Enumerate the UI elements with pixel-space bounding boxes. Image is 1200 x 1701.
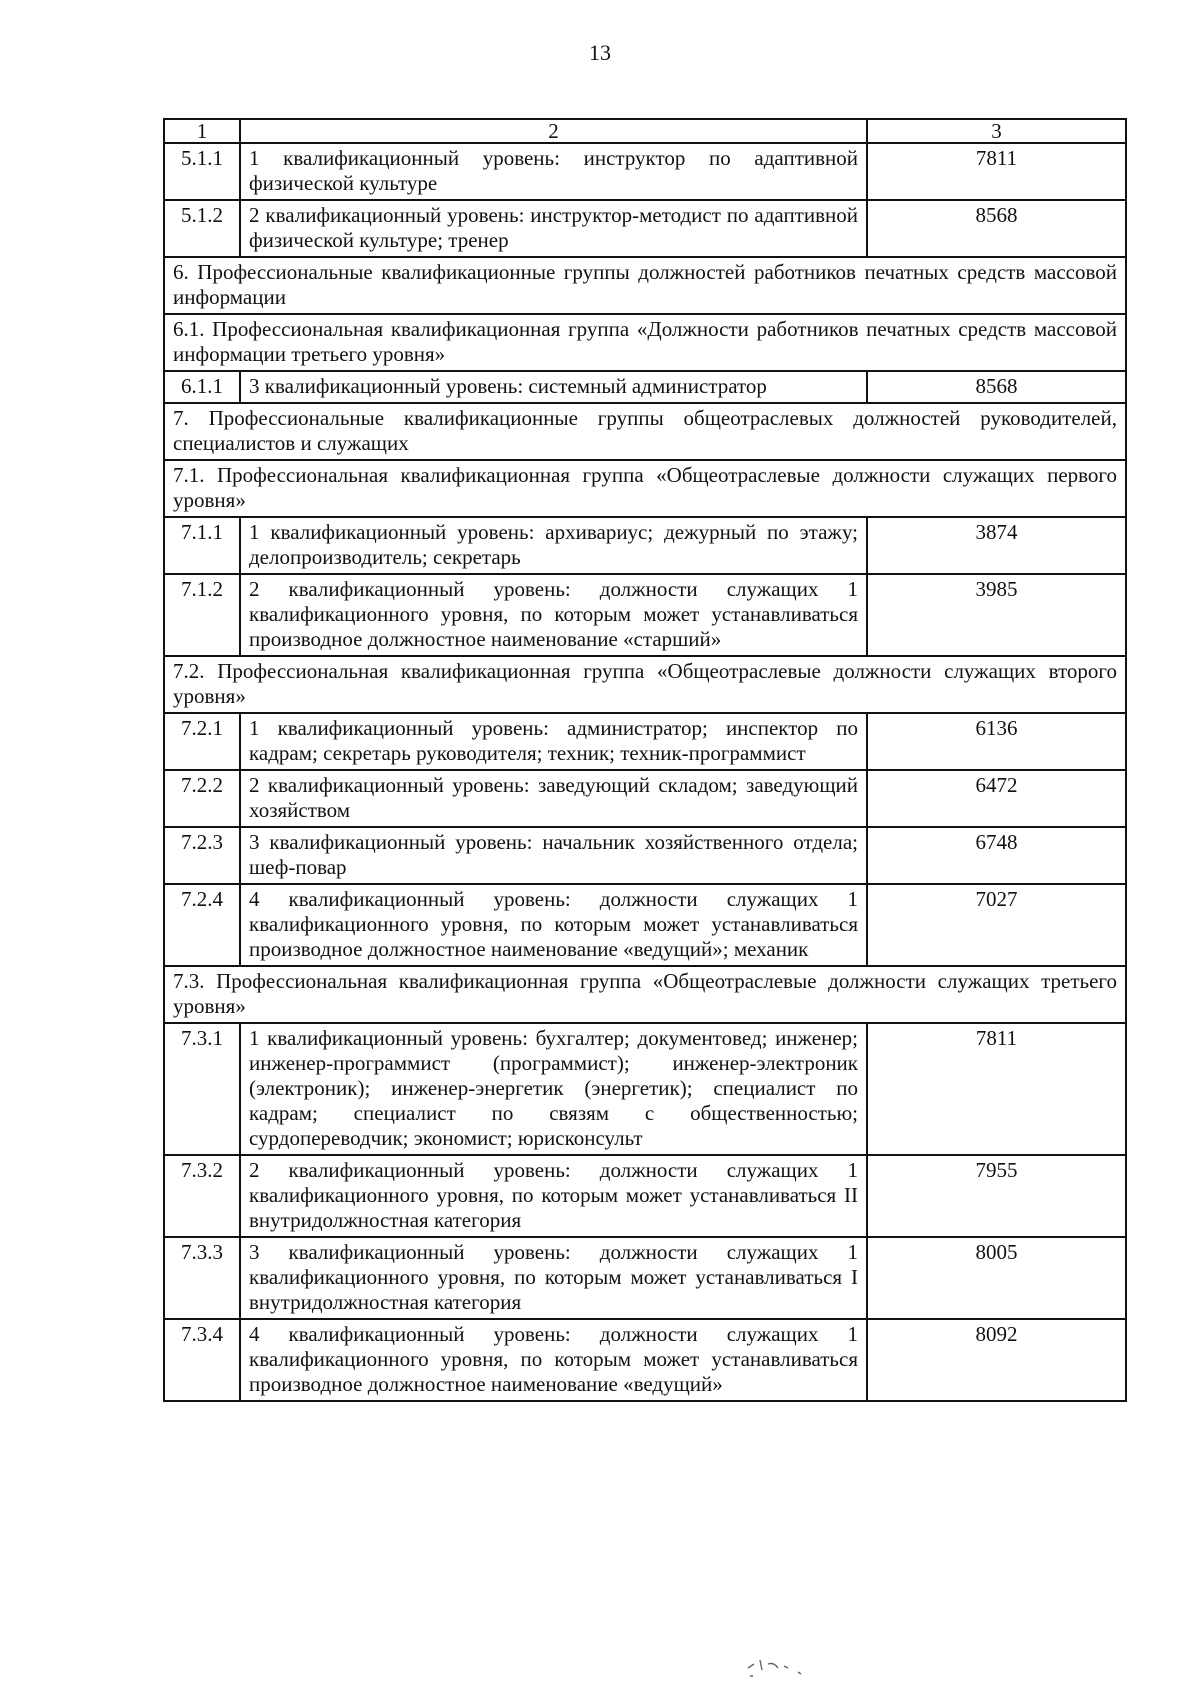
row-value: 3985 xyxy=(867,574,1126,656)
row-number: 5.1.1 xyxy=(164,143,240,200)
group-row xyxy=(164,460,1126,517)
row-description: 4 квалификационный уровень: должности служащих 1 квалификационного уровня, по которым может устанавливаться производное должностное наименование «ведущий»; механик xyxy=(240,884,867,966)
group-heading: 7.1. Профессиональная квалификационная группа «Общеотраслевые должности служащих первого уровня» xyxy=(164,460,1126,517)
group-heading: 7.3. Профессиональная квалификационная группа «Общеотраслевые должности служащих третьего уровня» xyxy=(164,966,1126,1023)
column-header-2: 2 xyxy=(240,119,867,143)
table-row xyxy=(164,770,1126,827)
page-number: 13 xyxy=(589,40,611,65)
row-number: 7.3.3 xyxy=(164,1237,240,1319)
table-header-row xyxy=(164,119,1126,143)
row-number: 6.1.1 xyxy=(164,371,240,403)
table-row xyxy=(164,371,1126,403)
group-heading: 7. Профессиональные квалификационные группы общеотраслевых должностей руководителей, специалистов и служащих xyxy=(164,403,1126,460)
table-row xyxy=(164,143,1126,200)
column-header-3: 3 xyxy=(867,119,1126,143)
row-value: 7811 xyxy=(867,1023,1126,1155)
qualification-table xyxy=(163,118,1127,1402)
row-description: 2 квалификационный уровень: инструктор-методист по адаптивной физической культуре; тренер xyxy=(240,200,867,257)
column-header-1: 1 xyxy=(164,119,240,143)
row-value: 8005 xyxy=(867,1237,1126,1319)
row-description: 1 квалификационный уровень: архивариус; дежурный по этажу; делопроизводитель; секретарь xyxy=(240,517,867,574)
row-number: 7.3.4 xyxy=(164,1319,240,1401)
table-row xyxy=(164,574,1126,656)
row-description: 3 квалификационный уровень: должности служащих 1 квалификационного уровня, по которым может устанавливаться I внутридолжностная категория xyxy=(240,1237,867,1319)
row-description: 4 квалификационный уровень: должности служащих 1 квалификационного уровня, по которым может устанавливаться производное должностное наименование «ведущий» xyxy=(240,1319,867,1401)
row-number: 7.3.1 xyxy=(164,1023,240,1155)
row-value: 3874 xyxy=(867,517,1126,574)
group-row xyxy=(164,403,1126,460)
row-number: 7.2.1 xyxy=(164,713,240,770)
row-number: 5.1.2 xyxy=(164,200,240,257)
table-row xyxy=(164,517,1126,574)
row-description: 1 квалификационный уровень: бухгалтер; документовед; инженер; инженер-программист (программист); инженер-электроник (электроник); инженер-энергетик (энергетик); специалист по кадрам; специалист по связям с общественностью; сурдопереводчик; экономист; юрисконсульт xyxy=(240,1023,867,1155)
row-value: 7955 xyxy=(867,1155,1126,1237)
row-value: 8092 xyxy=(867,1319,1126,1401)
row-value: 6748 xyxy=(867,827,1126,884)
group-heading: 7.2. Профессиональная квалификационная группа «Общеотраслевые должности служащих второго уровня» xyxy=(164,656,1126,713)
row-value: 6472 xyxy=(867,770,1126,827)
row-number: 7.2.3 xyxy=(164,827,240,884)
row-description: 2 квалификационный уровень: заведующий складом; заведующий хозяйством xyxy=(240,770,867,827)
row-description: 3 квалификационный уровень: системный администратор xyxy=(240,371,867,403)
row-value: 7027 xyxy=(867,884,1126,966)
table-row xyxy=(164,1023,1126,1155)
row-number: 7.2.2 xyxy=(164,770,240,827)
row-number: 7.1.1 xyxy=(164,517,240,574)
group-row xyxy=(164,656,1126,713)
row-value: 7811 xyxy=(867,143,1126,200)
pen-mark xyxy=(740,1650,820,1680)
row-description: 1 квалификационный уровень: администратор; инспектор по кадрам; секретарь руководителя; техник; техник-программист xyxy=(240,713,867,770)
row-value: 8568 xyxy=(867,371,1126,403)
row-number: 7.2.4 xyxy=(164,884,240,966)
table-row xyxy=(164,884,1126,966)
row-value: 8568 xyxy=(867,200,1126,257)
table-row xyxy=(164,713,1126,770)
group-row xyxy=(164,257,1126,314)
group-row xyxy=(164,314,1126,371)
row-description: 1 квалификационный уровень: инструктор по адаптивной физической культуре xyxy=(240,143,867,200)
row-description: 2 квалификационный уровень: должности служащих 1 квалификационного уровня, по которым может устанавливаться производное должностное наименование «старший» xyxy=(240,574,867,656)
group-heading: 6.1. Профессиональная квалификационная группа «Должности работников печатных средств массовой информации третьего уровня» xyxy=(164,314,1126,371)
group-heading: 6. Профессиональные квалификационные группы должностей работников печатных средств массовой информации xyxy=(164,257,1126,314)
table-row xyxy=(164,1319,1126,1401)
table-row xyxy=(164,1155,1126,1237)
row-description: 3 квалификационный уровень: начальник хозяйственного отдела; шеф-повар xyxy=(240,827,867,884)
table-row xyxy=(164,1237,1126,1319)
table-body xyxy=(164,119,1126,1401)
group-row xyxy=(164,966,1126,1023)
row-number: 7.1.2 xyxy=(164,574,240,656)
table-row xyxy=(164,827,1126,884)
table-row xyxy=(164,200,1126,257)
row-value: 6136 xyxy=(867,713,1126,770)
row-description: 2 квалификационный уровень: должности служащих 1 квалификационного уровня, по которым может устанавливаться II внутридолжностная категория xyxy=(240,1155,867,1237)
row-number: 7.3.2 xyxy=(164,1155,240,1237)
